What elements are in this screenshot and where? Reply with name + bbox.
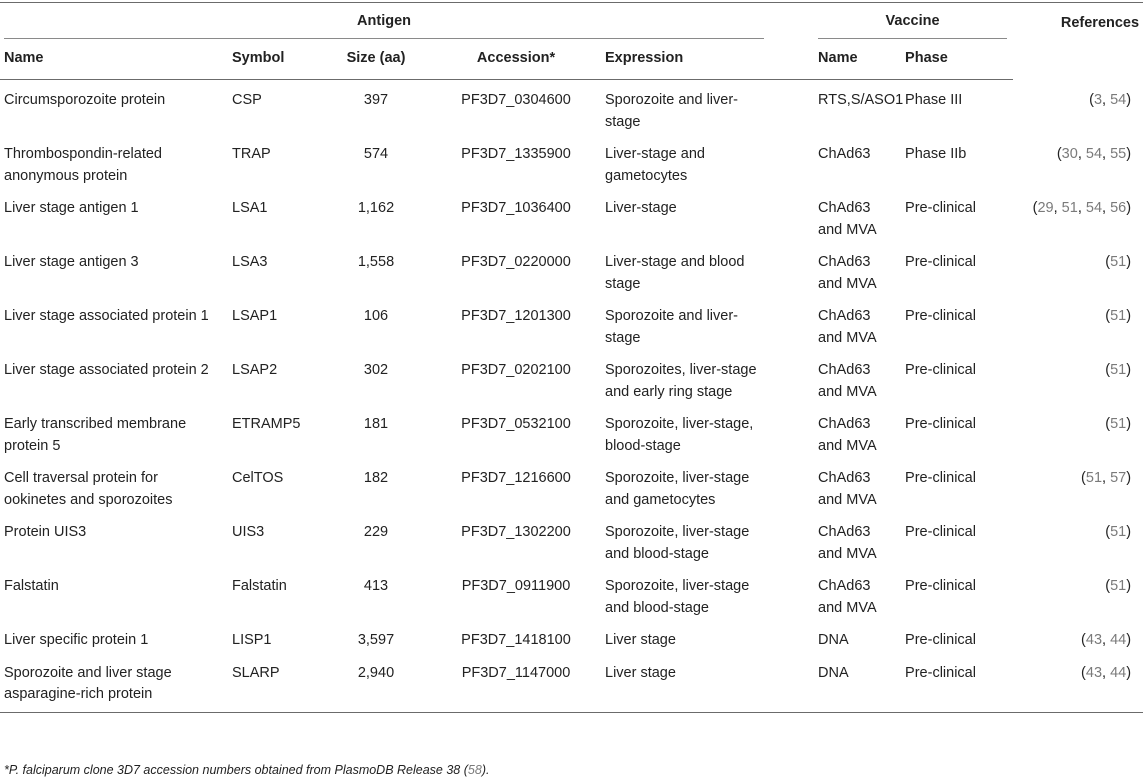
- cell-expression: Sporozoite and liver-stage: [605, 92, 738, 130]
- cell-expression: Liver stage: [605, 632, 676, 648]
- group-header-row: [0, 3, 1143, 40]
- paren-open: (: [1081, 470, 1086, 486]
- cell-size: 229: [363, 524, 389, 540]
- cell-phase: Phase IIb: [905, 146, 967, 162]
- cell-accession: PF3D7_0220000: [461, 254, 571, 270]
- reference-link[interactable]: 51: [1110, 254, 1127, 270]
- cell-size: 574: [363, 146, 389, 162]
- cell-size: 182: [363, 470, 389, 486]
- reference-link[interactable]: 30: [1061, 146, 1078, 162]
- cell-symbol: LISP1: [232, 632, 272, 648]
- paren-open: (: [1105, 254, 1111, 270]
- paren-close: ): [1126, 416, 1132, 432]
- reference-link[interactable]: 54: [1110, 91, 1127, 108]
- cell-size: 106: [363, 308, 389, 324]
- paren-close: ): [1126, 362, 1132, 378]
- antigen-group-header: Antigen: [0, 3, 766, 40]
- cell-name: Liver stage antigen 3: [4, 254, 139, 270]
- reference-link[interactable]: 54: [1085, 146, 1103, 162]
- cell-name: Falstatin: [4, 578, 59, 594]
- cell-phase: Pre-clinical: [905, 200, 976, 216]
- cell-vaccine-name: ChAd63 and MVA: [818, 524, 877, 562]
- table-body: [0, 80, 1143, 713]
- cell-size: 181: [363, 416, 389, 432]
- paren-close: ): [1126, 308, 1132, 324]
- cell-symbol: LSAP1: [232, 308, 278, 324]
- paren-open: (: [1105, 362, 1111, 378]
- table-row: [0, 407, 1143, 461]
- cell-references: [1013, 515, 1143, 569]
- cell-phase: Pre-clinical: [905, 416, 976, 432]
- cell-vaccine-name: ChAd63 and MVA: [818, 200, 877, 238]
- ref-separator: ,: [1102, 91, 1111, 108]
- reference-link[interactable]: 51: [1110, 308, 1127, 324]
- reference-link[interactable]: 29: [1037, 200, 1054, 216]
- ref-separator: ,: [1102, 632, 1111, 648]
- reference-link[interactable]: 51: [1110, 578, 1127, 594]
- cell-expression: Liver-stage: [605, 200, 677, 216]
- cell-name: Protein UIS3: [4, 524, 87, 540]
- col-expression-header: Expression: [601, 39, 766, 80]
- col-vaccine-name-header: Name: [766, 39, 901, 80]
- cell-vaccine-name: DNA: [818, 632, 849, 648]
- references-header: References: [1013, 3, 1143, 80]
- cell-symbol: SLARP: [228, 656, 321, 713]
- cell-name: Liver stage associated protein 2: [4, 362, 209, 378]
- table-row: [0, 80, 1143, 138]
- paren-open: (: [1081, 632, 1086, 648]
- ref-separator: ,: [1102, 200, 1111, 216]
- cell-name: Circumsporozoite protein: [4, 92, 166, 108]
- cell-size: 397: [363, 92, 389, 108]
- col-accession-header: Accession*: [431, 39, 601, 80]
- paren-close: ): [1126, 91, 1132, 108]
- cell-name: Cell traversal protein for ookinetes and sporozoites: [4, 470, 173, 508]
- cell-size: 1,558: [357, 254, 395, 270]
- paren-open: (: [1056, 146, 1062, 162]
- cell-references: [1013, 80, 1143, 138]
- cell-phase: Pre-clinical: [901, 656, 1013, 713]
- paren-close: ): [1126, 146, 1132, 162]
- paren-open: (: [1105, 308, 1111, 324]
- table-row: [0, 623, 1143, 656]
- cell-name: Early transcribed membrane protein 5: [4, 416, 187, 454]
- cell-expression: Sporozoites, liver-stage and early ring stage: [605, 362, 757, 400]
- ref-separator: ,: [1102, 664, 1111, 681]
- cell-vaccine-name: ChAd63 and MVA: [818, 362, 877, 400]
- cell-expression: Liver stage: [601, 656, 766, 713]
- ref-separator: ,: [1077, 200, 1086, 216]
- table-row: [0, 353, 1143, 407]
- table-row: [0, 461, 1143, 515]
- cell-vaccine-name: DNA: [766, 656, 901, 713]
- cell-vaccine-name: ChAd63 and MVA: [818, 254, 877, 292]
- cell-size: 413: [363, 578, 389, 594]
- reference-link[interactable]: 57: [1110, 470, 1127, 486]
- cell-vaccine-name: ChAd63 and MVA: [818, 308, 877, 346]
- cell-name: Thrombospondin-related anonymous protein: [4, 146, 162, 184]
- cell-expression: Liver-stage and gametocytes: [605, 146, 705, 184]
- cell-accession: PF3D7_1418100: [461, 632, 571, 648]
- cell-phase: Pre-clinical: [905, 632, 976, 648]
- cell-references: [1013, 191, 1143, 245]
- cell-symbol: LSA3: [232, 254, 268, 270]
- cell-vaccine-name: ChAd63 and MVA: [818, 578, 877, 616]
- reference-link[interactable]: 54: [1085, 200, 1103, 216]
- table-row: [0, 299, 1143, 353]
- reference-link[interactable]: 44: [1110, 664, 1127, 681]
- cell-size: 1,162: [357, 200, 395, 216]
- footnote-text-end: ).: [481, 763, 490, 777]
- reference-link[interactable]: 3: [1093, 91, 1103, 108]
- cell-phase: Pre-clinical: [905, 470, 976, 486]
- cell-symbol: ETRAMP5: [232, 416, 301, 432]
- table-row: [0, 515, 1143, 569]
- reference-link[interactable]: 51: [1110, 416, 1127, 432]
- cell-accession: PF3D7_1335900: [461, 146, 571, 162]
- cell-symbol: UIS3: [232, 524, 265, 540]
- paren-close: ): [1126, 470, 1132, 486]
- cell-references: [1013, 137, 1143, 191]
- reference-link[interactable]: 51: [1061, 200, 1078, 216]
- cell-phase: Pre-clinical: [905, 254, 976, 270]
- table-row: [0, 656, 1143, 713]
- footnote-text: *P. falciparum clone 3D7 accession numbers obtained from PlasmoDB Release 38 (: [4, 763, 468, 777]
- cell-accession: PF3D7_1147000: [431, 656, 601, 713]
- reference-link[interactable]: 51: [1085, 470, 1103, 486]
- cell-size: 2,940: [321, 656, 431, 713]
- paren-close: ): [1126, 524, 1132, 540]
- table-row: [0, 191, 1143, 245]
- paren-open: (: [1105, 578, 1111, 594]
- cell-references: [1013, 245, 1143, 299]
- cell-symbol: CSP: [232, 92, 262, 108]
- reference-link[interactable]: 43: [1085, 664, 1103, 681]
- paren-open: (: [1081, 664, 1086, 681]
- cell-accession: PF3D7_1216600: [461, 470, 571, 486]
- table-row: [0, 569, 1143, 623]
- cell-symbol: Falstatin: [232, 578, 287, 594]
- paren-open: (: [1032, 200, 1038, 216]
- cell-phase: Pre-clinical: [905, 362, 976, 378]
- cell-references: [1013, 407, 1143, 461]
- cell-accession: PF3D7_0304600: [461, 92, 571, 108]
- cell-vaccine-name: ChAd63 and MVA: [818, 416, 877, 454]
- cell-accession: PF3D7_0202100: [461, 362, 571, 378]
- reference-link[interactable]: 55: [1110, 146, 1127, 162]
- cell-references: [1013, 569, 1143, 623]
- cell-accession: PF3D7_0911900: [461, 578, 571, 594]
- paren-close: ): [1126, 200, 1132, 216]
- reference-link[interactable]: 51: [1110, 362, 1127, 378]
- cell-name: Liver stage antigen 1: [4, 200, 139, 216]
- column-header-row: [0, 39, 1143, 80]
- footnote-ref-link[interactable]: 58: [467, 763, 482, 777]
- paren-close: ): [1126, 254, 1132, 270]
- table-row: [0, 137, 1143, 191]
- cell-expression: Liver-stage and blood stage: [605, 254, 745, 292]
- cell-references: [1013, 656, 1143, 713]
- cell-expression: Sporozoite, liver-stage and blood-stage: [605, 578, 750, 616]
- cell-name: Liver specific protein 1: [4, 632, 149, 648]
- cell-symbol: LSAP2: [232, 362, 278, 378]
- cell-accession: PF3D7_1201300: [461, 308, 571, 324]
- cell-phase: Pre-clinical: [905, 524, 976, 540]
- cell-name: Sporozoite and liver stage asparagine-rich protein: [0, 656, 228, 713]
- ref-separator: ,: [1053, 200, 1062, 216]
- col-name-header: Name: [0, 39, 228, 80]
- cell-references: [1013, 623, 1143, 656]
- cell-vaccine-name: ChAd63: [818, 146, 871, 162]
- antigen-vaccine-table: [0, 2, 1143, 713]
- cell-name: Liver stage associated protein 1: [4, 308, 209, 324]
- cell-references: [1013, 353, 1143, 407]
- paren-close: ): [1126, 632, 1132, 648]
- cell-phase: Pre-clinical: [905, 308, 976, 324]
- cell-accession: PF3D7_1036400: [461, 200, 571, 216]
- table-footnote: [4, 763, 489, 777]
- cell-expression: Sporozoite and liver-stage: [605, 308, 738, 346]
- cell-symbol: TRAP: [232, 146, 271, 162]
- paren-open: (: [1105, 524, 1111, 540]
- cell-references: [1013, 461, 1143, 515]
- col-phase-header: Phase: [901, 39, 1013, 80]
- paren-close: ): [1126, 578, 1132, 594]
- cell-phase: Phase III: [905, 92, 963, 108]
- paren-open: (: [1089, 91, 1094, 108]
- vaccine-group-header: Vaccine: [766, 3, 1013, 40]
- col-symbol-header: Symbol: [228, 39, 321, 80]
- reference-link[interactable]: 56: [1110, 200, 1127, 216]
- cell-expression: Sporozoite, liver-stage, blood-stage: [605, 416, 754, 454]
- reference-link[interactable]: 51: [1110, 524, 1127, 540]
- table-row: [0, 245, 1143, 299]
- cell-size: 3,597: [357, 632, 395, 648]
- cell-vaccine-name: ChAd63 and MVA: [818, 470, 877, 508]
- cell-accession: PF3D7_0532100: [461, 416, 571, 432]
- ref-separator: ,: [1102, 146, 1111, 162]
- col-size-header: Size (aa): [321, 39, 431, 80]
- cell-symbol: LSA1: [232, 200, 268, 216]
- cell-symbol: CelTOS: [232, 470, 284, 486]
- cell-expression: Sporozoite, liver-stage and gametocytes: [605, 470, 750, 508]
- cell-phase: Pre-clinical: [905, 578, 976, 594]
- reference-link[interactable]: 43: [1085, 632, 1103, 648]
- cell-accession: PF3D7_1302200: [461, 524, 571, 540]
- paren-open: (: [1105, 416, 1111, 432]
- paren-close: ): [1126, 664, 1132, 681]
- reference-link[interactable]: 44: [1110, 632, 1127, 648]
- cell-size: 302: [363, 362, 389, 378]
- cell-references: [1013, 299, 1143, 353]
- cell-vaccine-name: RTS,S/ASO1: [818, 92, 904, 108]
- ref-separator: ,: [1077, 146, 1086, 162]
- cell-expression: Sporozoite, liver-stage and blood-stage: [605, 524, 750, 562]
- ref-separator: ,: [1102, 470, 1111, 486]
